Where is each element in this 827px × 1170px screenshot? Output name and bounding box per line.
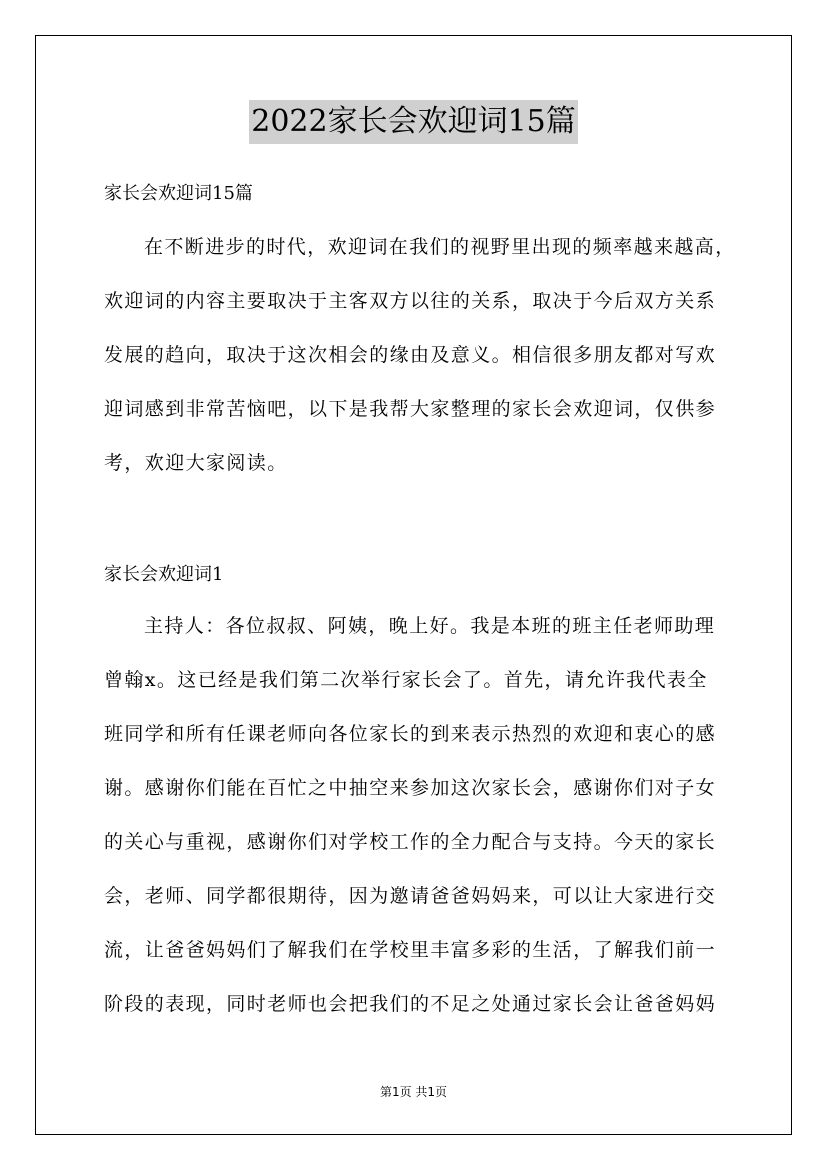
paragraph-line: 班同学和所有任课老师向各位家长的到来表示热烈的欢迎和衷心的感	[104, 723, 717, 745]
body-paragraph	[104, 599, 734, 1031]
paragraph-line: 欢迎词的内容主要取决于主客双方以往的关系，取决于今后双方关系	[104, 290, 717, 312]
paragraph-line: 发展的趋向，取决于这次相会的缘由及意义。相信很多朋友都对写欢	[104, 344, 717, 366]
paragraph-line: 在不断进步的时代，欢迎词在我们的视野里出现的频率越来越高，	[144, 236, 736, 258]
document-subtitle: 家长会欢迎词15篇	[104, 183, 253, 204]
page-footer: 第1页 共1页	[379, 1085, 448, 1099]
document-title: 2022家长会欢迎词15篇	[249, 100, 578, 144]
paragraph-line: 主持人：各位叔叔、阿姨，晚上好。我是本班的班主任老师助理	[144, 615, 716, 637]
paragraph-line: 迎词感到非常苦恼吧，以下是我帮大家整理的家长会欢迎词，仅供参	[104, 398, 717, 420]
section-heading: 家长会欢迎词1	[104, 564, 224, 585]
paragraph-line: 曾翰x。这已经是我们第二次举行家长会了。首先，请允许我代表全	[104, 669, 708, 691]
paragraph-line: 会，老师、同学都很期待，因为邀请爸爸妈妈来，可以让大家进行交	[104, 885, 717, 907]
paragraph-line: 的关心与重视，感谢你们对学校工作的全力配合与支持。今天的家长	[104, 831, 717, 853]
intro-paragraph	[104, 220, 734, 490]
paragraph-line: 流，让爸爸妈妈们了解我们在学校里丰富多彩的生活，了解我们前一	[104, 939, 717, 961]
title-container	[0, 100, 827, 144]
paragraph-line: 考，欢迎大家阅读。	[104, 452, 288, 474]
paragraph-line: 谢。感谢你们能在百忙之中抽空来参加这次家长会，感谢你们对子女	[104, 777, 717, 799]
paragraph-line: 阶段的表现，同时老师也会把我们的不足之处通过家长会让爸爸妈妈	[104, 993, 717, 1015]
